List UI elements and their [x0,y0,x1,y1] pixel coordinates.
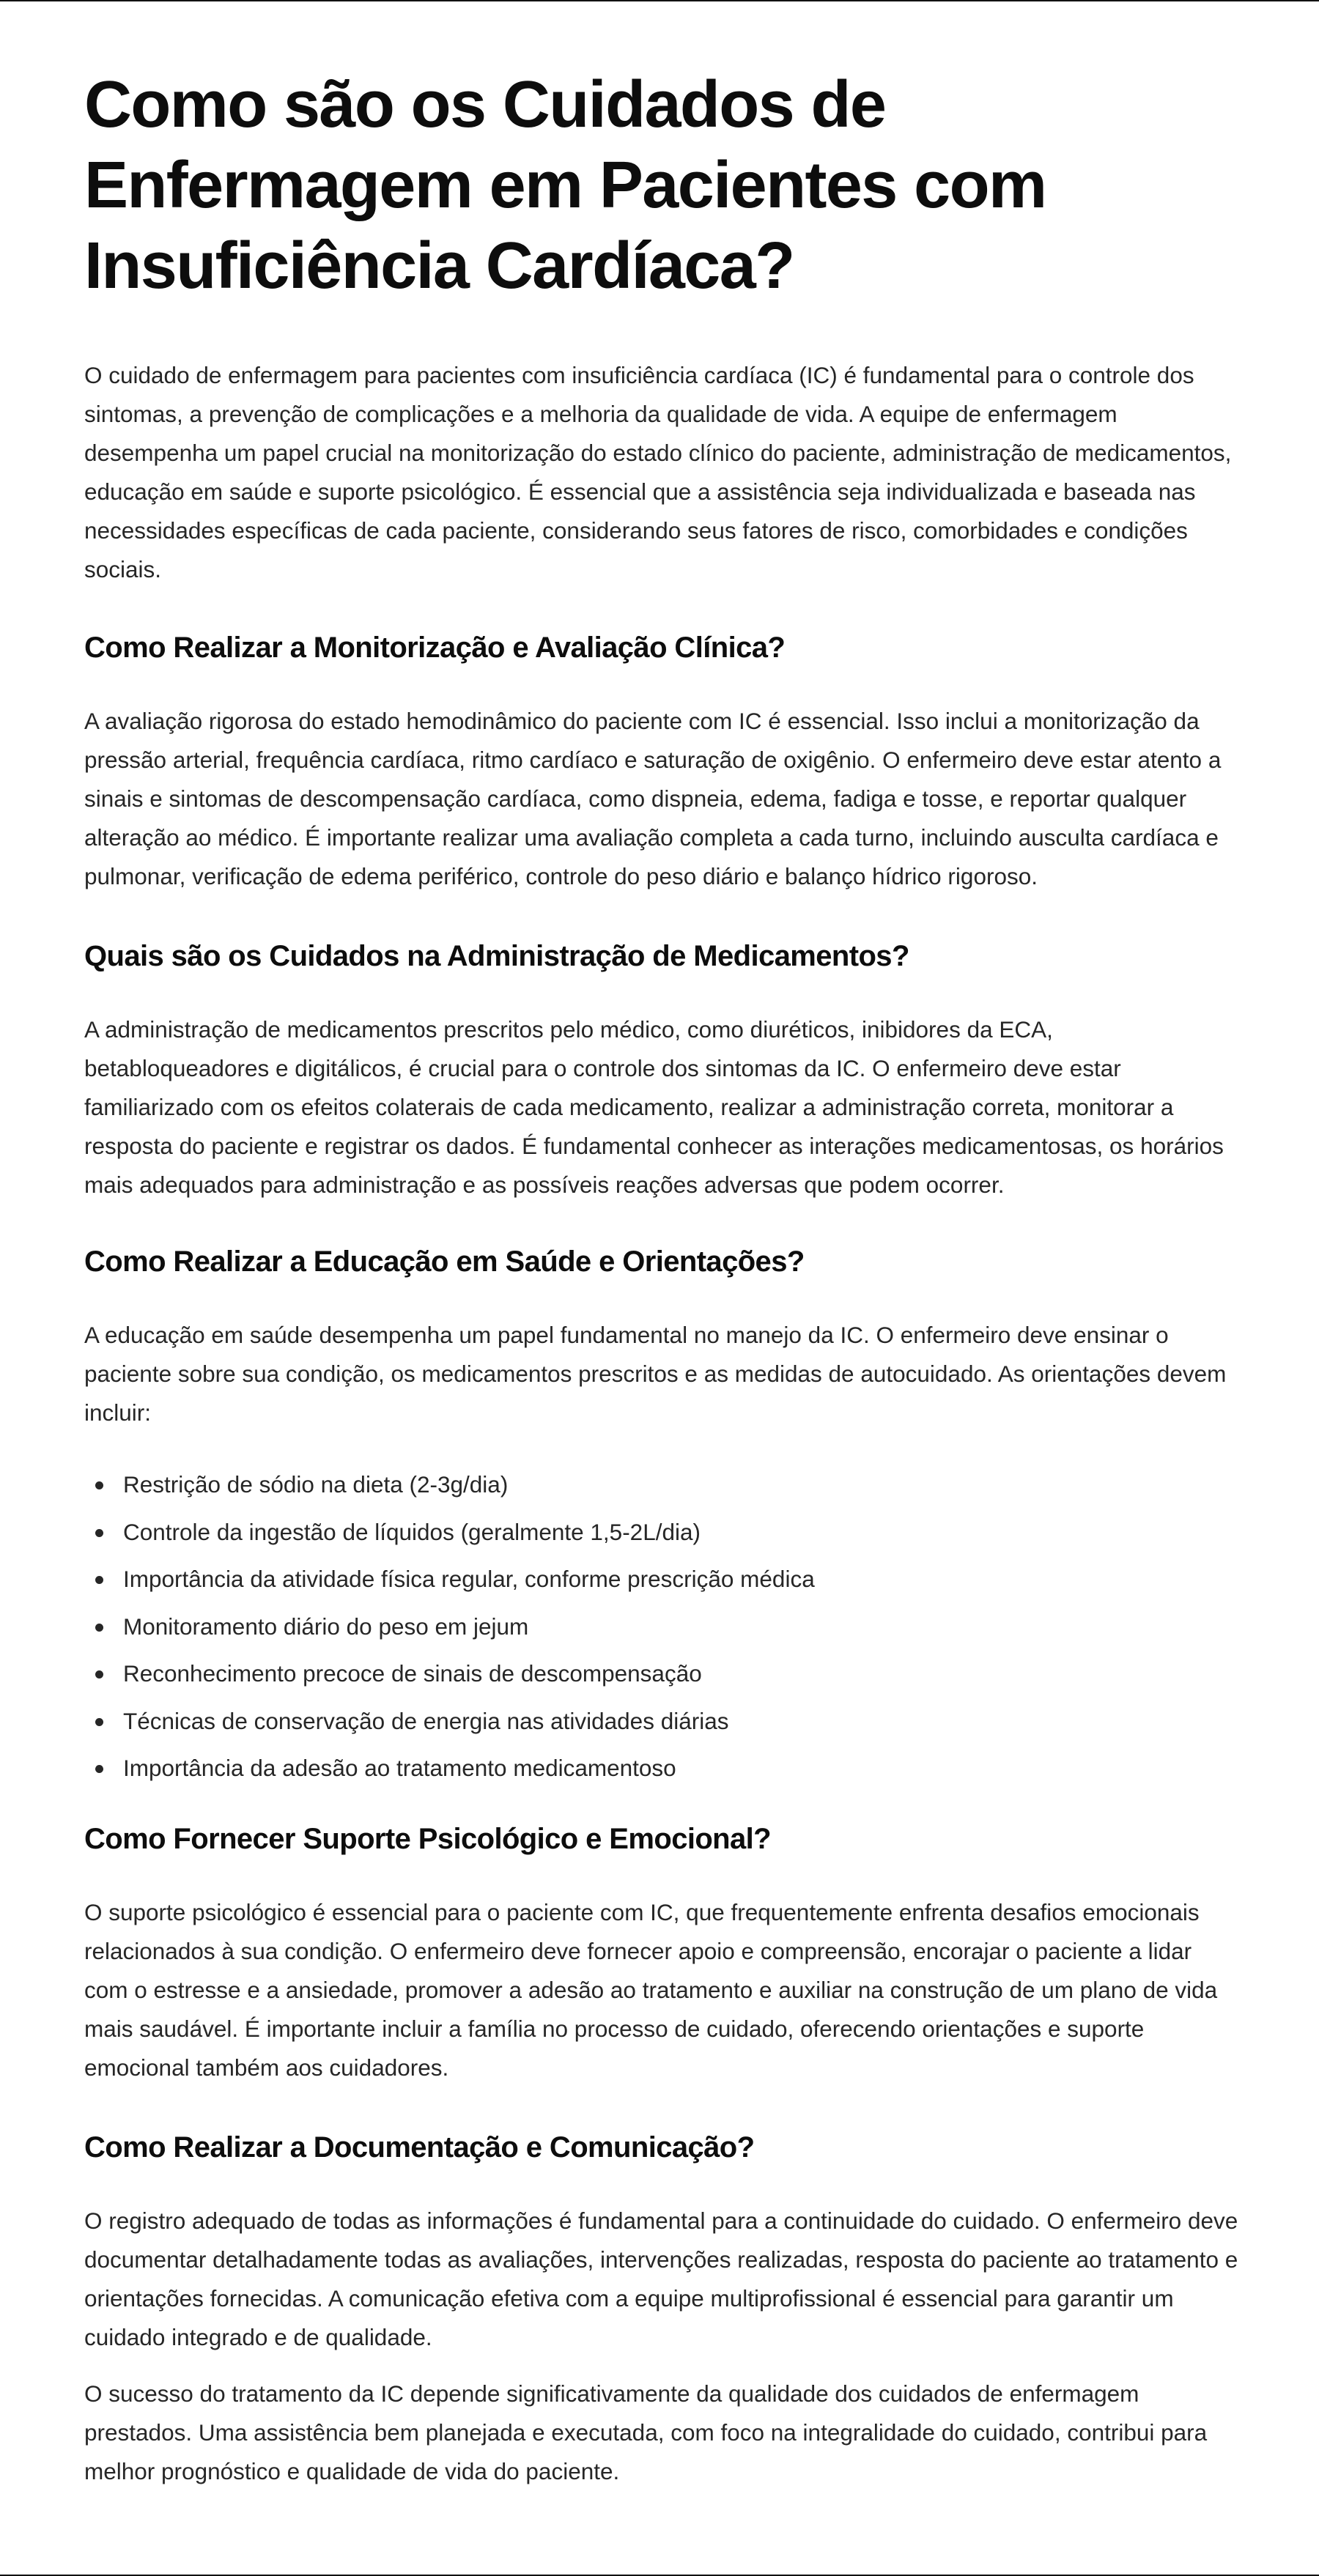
page-title: Como são os Cuidados de Enfermagem em Pacientes com Insuficiência Cardíaca? [84,68,1046,303]
bullet-icon [95,1624,103,1632]
bullet-icon [95,1718,103,1726]
section-heading-suporte: Como Fornecer Suporte Psicológico e Emocional? [84,1822,772,1855]
list-item-text: Técnicas de conservação de energia nas atividades diárias [123,1707,729,1734]
section-body-educacao: A educação em saúde desempenha um papel fundamental no manejo da IC. O enfermeiro deve ensinar o paciente sobre sua condição, os medicamentos prescritos e as medidas de autocuidado. As orientações devem incluir: [84,1322,1227,1426]
section-heading-documentacao: Como Realizar a Documentação e Comunicação? [84,2131,755,2164]
conclusion-paragraph: O sucesso do tratamento da IC depende significativamente da qualidade dos cuidados de enfermagem prestados. Uma assistência bem planejada e executada, com foco na integralidade do cuidado, contribui para melhor prognóstico e qualidade de vida do paciente. [84,2380,1208,2484]
list-item [84,1509,1238,1556]
section-body-monitorizacao: A avaliação rigorosa do estado hemodinâmico do paciente com IC é essencial. Isso inclui a monitorização da pressão arterial, frequência cardíaca, ritmo cardíaco e saturação de oxigênio. O enfermeiro deve estar atento a sinais e sintomas de descompensação cardíaca, como dispneia, edema, fadiga e tosse, e reportar qualquer alteração ao médico. É importante realizar uma avaliação completa a cada turno, incluindo ausculta cardíaca e pulmonar, verificação de edema periférico, controle do peso diário e balanço hídrico rigoroso. [84,708,1222,889]
section-heading-monitorizacao: Como Realizar a Monitorização e Avaliação Clínica? [84,632,786,664]
section-heading-educacao: Como Realizar a Educação em Saúde e Orientações? [84,1246,805,1278]
list-item [84,1698,1238,1745]
list-item-text: Restrição de sódio na dieta (2-3g/dia) [123,1471,509,1498]
bullet-icon [95,1765,103,1773]
list-item-text: Importância da adesão ao tratamento medicamentoso [123,1755,676,1781]
bullet-icon [95,1481,103,1489]
list-item [84,1744,1238,1792]
article [84,0,1238,2491]
bullet-icon [95,1529,103,1537]
list-item [84,1555,1238,1603]
list-item [84,1603,1238,1651]
list-item-text: Reconhecimento precoce de sinais de descompensação [123,1660,702,1687]
section-body-documentacao: O registro adequado de todas as informações é fundamental para a continuidade do cuidado. O enfermeiro deve documentar detalhadamente todas as avaliações, intervenções realizadas, resposta do paciente ao tratamento e orientações fornecidas. A comunicação efetiva com a equipe multiprofissional é essencial para garantir um cuidado integrado e de qualidade. [84,2207,1238,2350]
bullet-icon [95,1670,103,1679]
section-body-medicamentos: A administração de medicamentos prescritos pelo médico, como diuréticos, inibidores da ECA, betabloqueadores e digitálicos, é crucial para o controle dos sintomas da IC. O enfermeiro deve estar familiarizado com os efeitos colaterais de cada medicamento, realizar a administração correta, monitorar a resposta do paciente e registrar os dados. É fundamental conhecer as interações medicamentosas, os horários mais adequados para administração e as possíveis reações adversas que podem ocorrer. [84,1016,1224,1198]
list-item [84,1650,1238,1698]
section-heading-medicamentos: Quais são os Cuidados na Administração de Medicamentos? [84,940,909,972]
list-item-text: Monitoramento diário do peso em jejum [123,1613,529,1640]
intro-paragraph: O cuidado de enfermagem para pacientes com insuficiência cardíaca (IC) é fundamental para o controle dos sintomas, a prevenção de complicações e a melhoria da qualidade de vida. A equipe de enfermagem desempenha um papel crucial na monitorização do estado clínico do paciente, administração de medicamentos, educação em saúde e suporte psicológico. É essencial que a assistência seja individualizada e baseada nas necessidades específicas de cada paciente, considerando seus fatores de risco, comorbidades e condições sociais. [84,362,1232,582]
orientacoes-list [84,1461,1238,1792]
list-item [84,1461,1238,1509]
section-body-suporte: O suporte psicológico é essencial para o paciente com IC, que frequentemente enfrenta desafios emocionais relacionados à sua condição. O enfermeiro deve fornecer apoio e compreensão, encorajar o paciente a lidar com o estresse e a ansiedade, promover a adesão ao tratamento e auxiliar na construção de um plano de vida mais saudável. É importante incluir a família no processo de cuidado, oferecendo orientações e suporte emocional também aos cuidadores. [84,1898,1218,2081]
list-item-text: Importância da atividade física regular, conforme prescrição médica [123,1566,815,1592]
list-item-text: Controle da ingestão de líquidos (geralmente 1,5-2L/dia) [123,1518,701,1545]
bullet-icon [95,1576,103,1584]
